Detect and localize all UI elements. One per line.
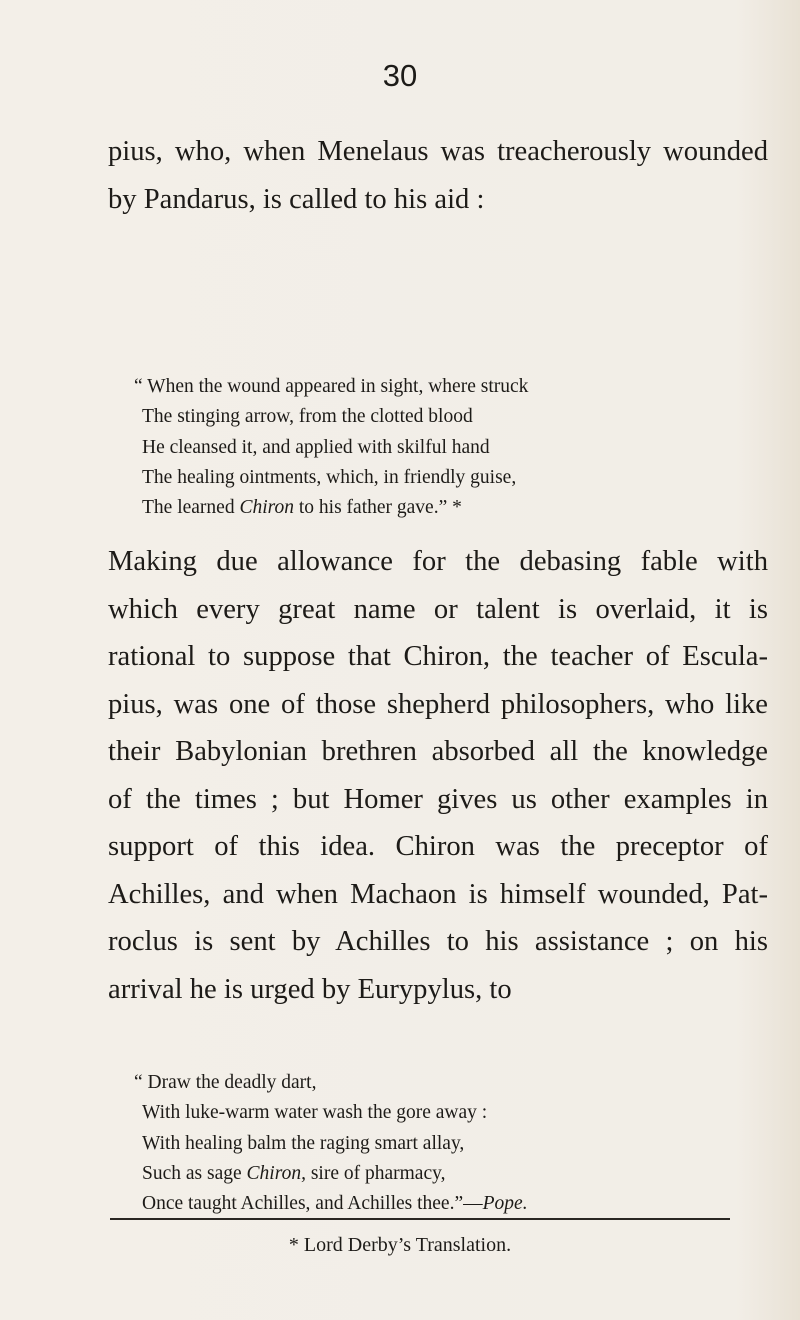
- paragraph-line: their Babylonian brethren absorbed all the knowledge: [108, 736, 768, 767]
- paragraph-line: of the times ; but Homer gives us other examples in: [108, 783, 768, 815]
- paragraph-line: rational to suppose that Chiron, the teacher of Escula-: [108, 641, 768, 672]
- verse-line: With healing balm the raging smart allay,: [142, 1132, 465, 1154]
- verse-line: [134, 1159, 774, 1189]
- verse-text: Once taught Achilles, and Achilles thee.”—: [142, 1193, 483, 1215]
- verse-line: He cleansed it, and applied with skilful hand: [142, 436, 490, 458]
- verse-name-chiron: Chiron,: [246, 1162, 306, 1184]
- paragraph-line: Making due allowance for the debasing fable with: [108, 546, 768, 577]
- paragraph-line: pius, was one of those shepherd philosophers, who like: [108, 688, 768, 720]
- verse-text: to his father gave.” *: [294, 497, 462, 519]
- paragraph-2: [108, 538, 768, 1013]
- verse-quote-1: [134, 372, 734, 523]
- verse-line: [134, 493, 734, 523]
- paragraph-1: [108, 128, 768, 223]
- paragraph-line: roclus is sent by Achilles to his assistance ; on his: [108, 926, 768, 957]
- paragraph-line: pius, who, when Menelaus was treacherously wounded: [108, 136, 768, 167]
- verse-line: [134, 1189, 774, 1219]
- verse-text: Such as sage: [142, 1162, 247, 1184]
- verse-attribution: Pope.: [482, 1193, 528, 1215]
- verse-text: sire of pharmacy,: [305, 1162, 446, 1184]
- verse-line: The stinging arrow, from the clotted blood: [142, 406, 473, 428]
- verse-line: “ Draw the deadly dart,: [134, 1072, 317, 1093]
- paragraph-line: Achilles, and when Machaon is himself wounded, Pat-: [108, 878, 768, 910]
- footnote-divider: [110, 1218, 730, 1220]
- paragraph-line: by Pandarus, is called to his aid :: [108, 183, 485, 215]
- verse-line: “ When the wound appeared in sight, where struck: [134, 376, 529, 397]
- footnote: * Lord Derby’s Translation.: [288, 1234, 512, 1256]
- verse-name-chiron: Chiron: [239, 497, 294, 519]
- verse-line: The healing ointments, which, in friendly guise,: [142, 466, 517, 488]
- paragraph-line: arrival he is urged by Eurypylus, to: [108, 973, 512, 1005]
- verse-quote-2: [134, 1068, 774, 1219]
- paragraph-line: which every great name or talent is overlaid, it is: [108, 593, 768, 625]
- paragraph-line: support of this idea. Chiron was the preceptor of: [108, 831, 768, 862]
- verse-line: With luke-warm water wash the gore away :: [142, 1102, 488, 1124]
- page-number: 30: [382, 58, 418, 93]
- verse-text: The learned: [142, 497, 240, 519]
